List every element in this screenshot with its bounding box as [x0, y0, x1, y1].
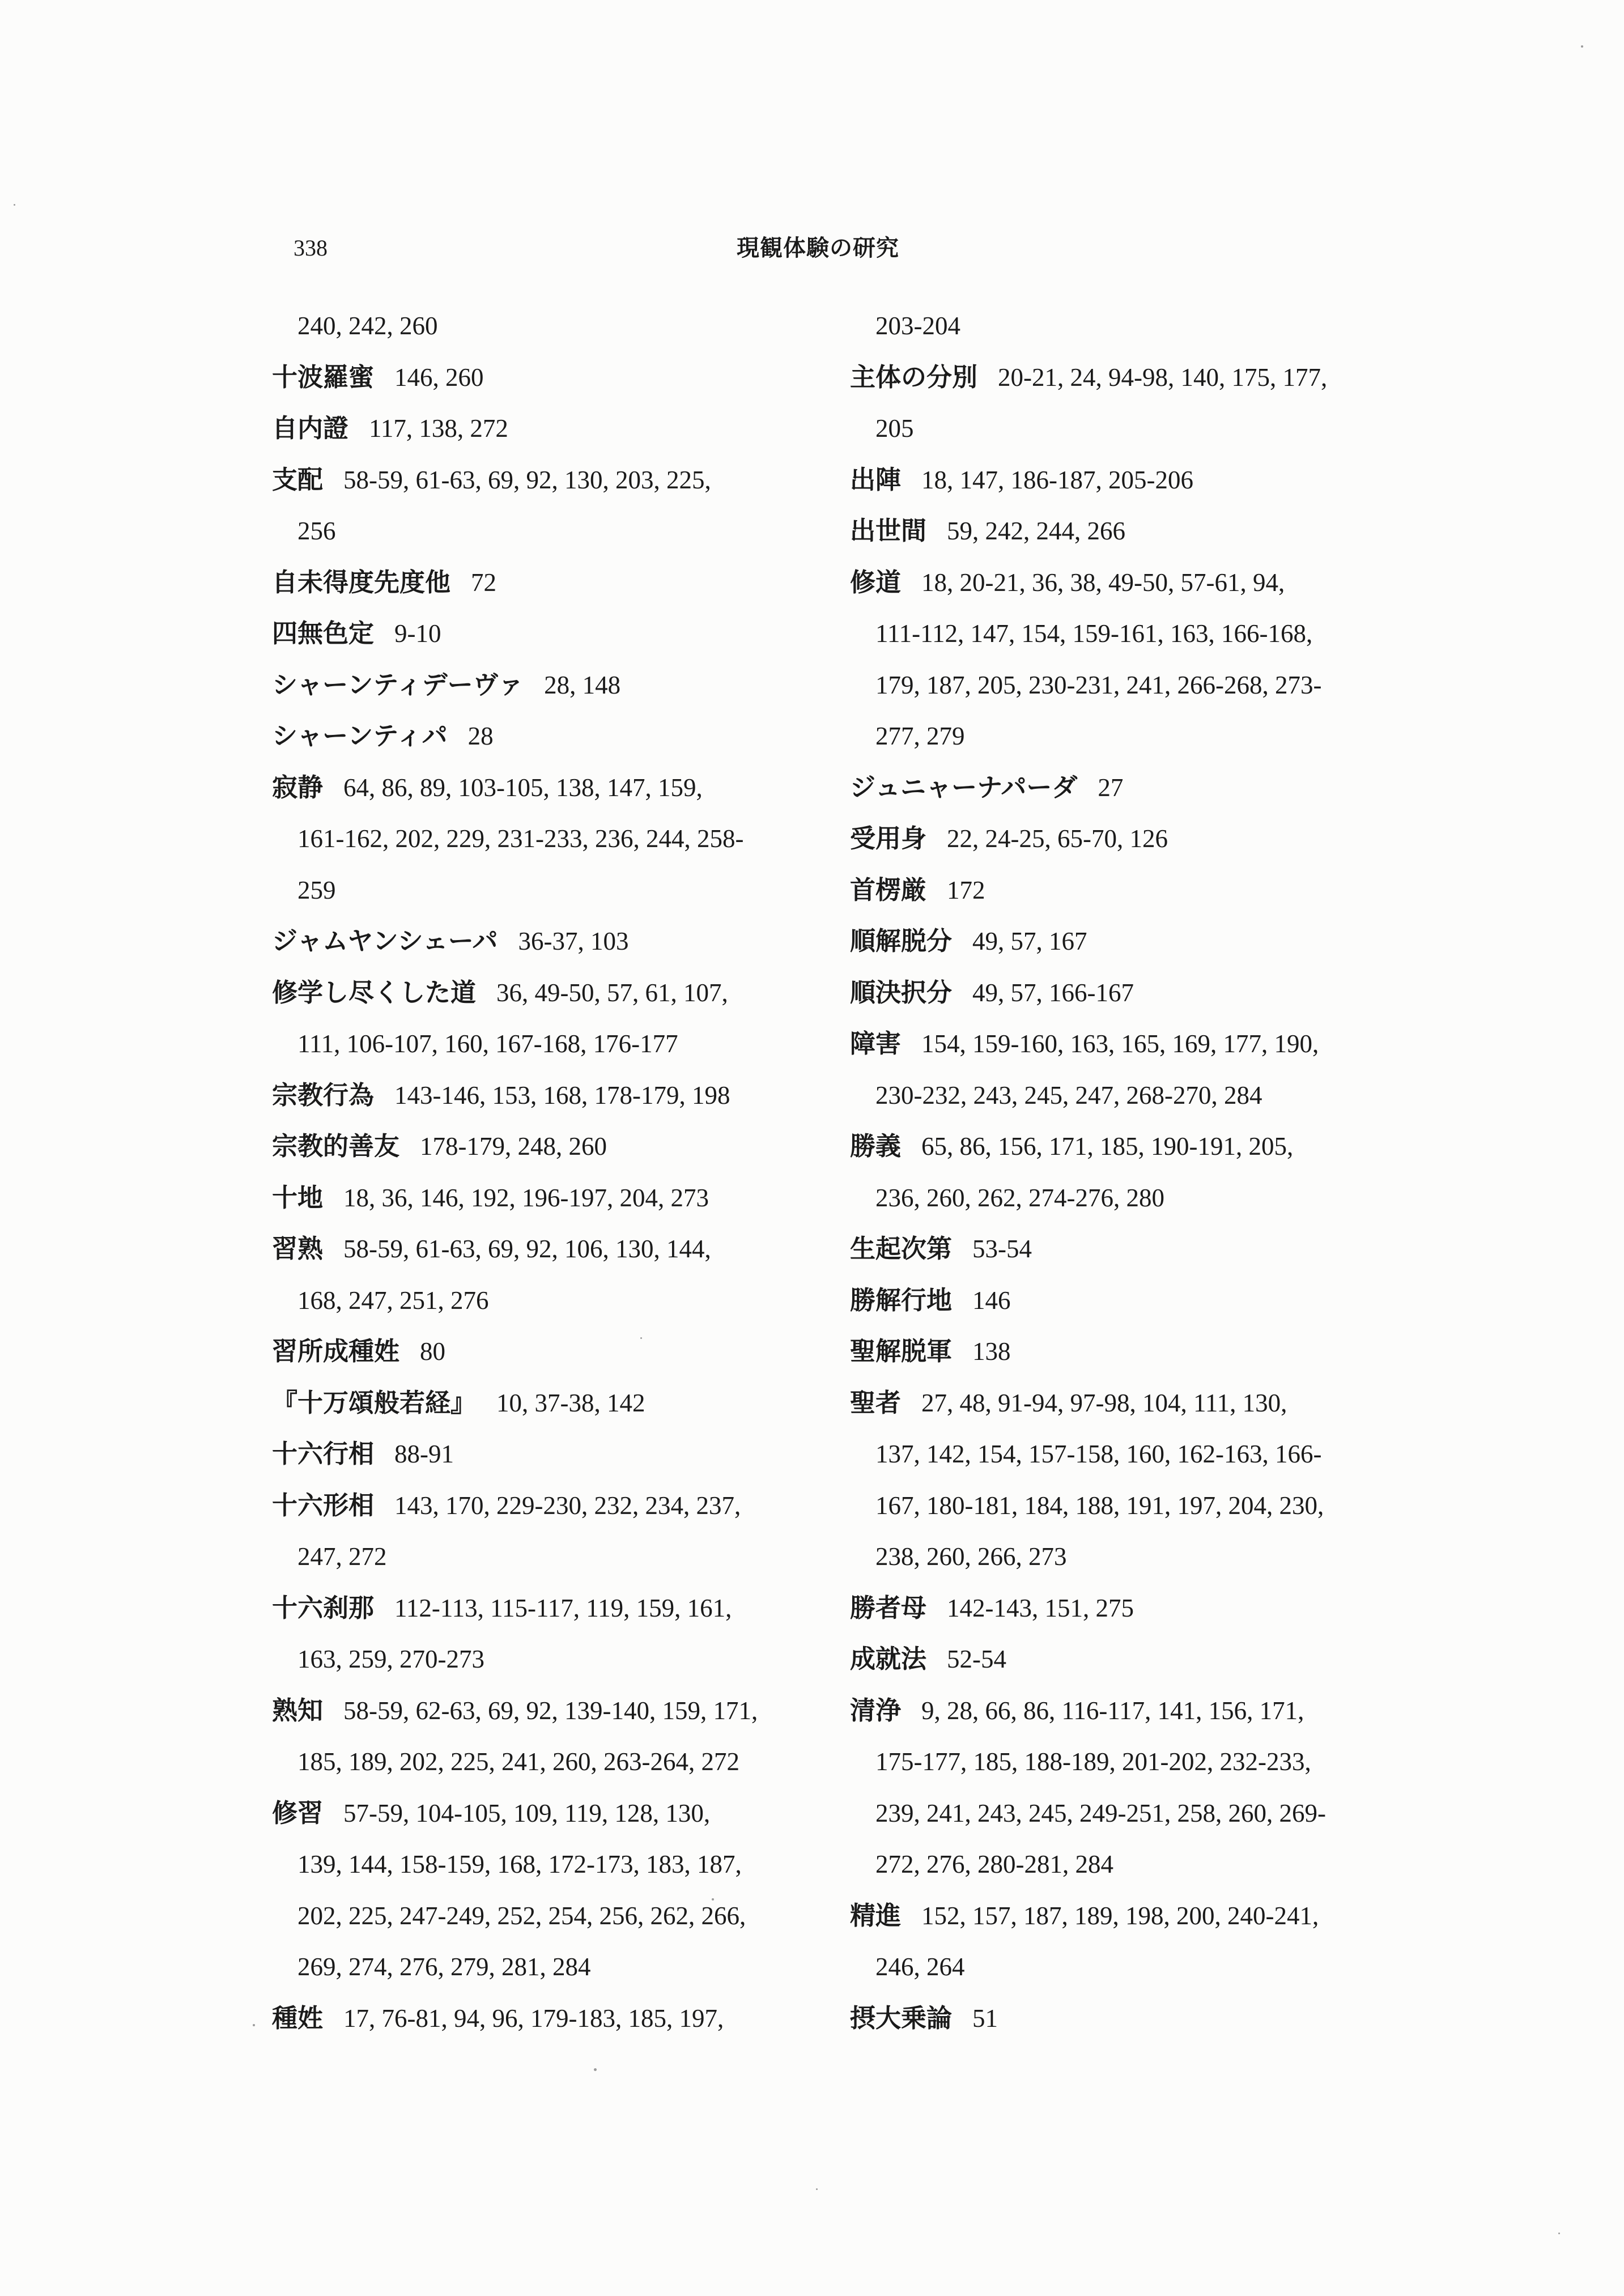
- index-entry: [272, 1583, 839, 1634]
- index-page-refs: 163, 259, 270-273: [297, 1645, 484, 1673]
- index-entry: [850, 762, 1417, 814]
- index-page-refs: 246, 264: [875, 1953, 965, 1981]
- index-page-refs: 238, 260, 266, 273: [875, 1542, 1067, 1571]
- index-entry: [850, 1275, 1417, 1326]
- index-term: 支配: [272, 464, 324, 495]
- index-entry: [272, 352, 839, 403]
- index-continuation-line: [850, 1941, 1417, 1993]
- index-page-refs: 239, 241, 243, 245, 249-251, 258, 260, 269-: [875, 1798, 1326, 1827]
- index-page-refs: 269, 274, 276, 279, 281, 284: [297, 1953, 591, 1981]
- index-continuation-line: [272, 1275, 839, 1326]
- index-page-refs: 154, 159-160, 163, 165, 169, 177, 190,: [921, 1030, 1319, 1058]
- index-term: シャーンティデーヴァ: [272, 669, 524, 700]
- index-entry: [850, 505, 1417, 557]
- index-page-refs: 57-59, 104-105, 109, 119, 128, 130,: [343, 1798, 711, 1827]
- index-entry: [272, 557, 839, 609]
- index-term: ジャムヤンシェーパ: [272, 926, 498, 956]
- scan-speck: [816, 2188, 818, 2190]
- index-entry: [850, 1890, 1417, 1942]
- index-term: 習所成種姓: [272, 1336, 400, 1366]
- index-page-refs: 152, 157, 187, 189, 198, 200, 240-241,: [921, 1901, 1319, 1930]
- index-continuation-line: [850, 1839, 1417, 1890]
- index-entry: [850, 1634, 1417, 1685]
- index-page-refs: 36, 49-50, 57, 61, 107,: [496, 978, 728, 1007]
- index-page-refs: 28, 148: [544, 670, 621, 699]
- index-entry: [272, 1070, 839, 1121]
- scan-speck: [1581, 45, 1583, 48]
- index-continuation-line: [272, 1018, 839, 1070]
- index-term: 修習: [272, 1797, 324, 1828]
- index-term: 十六刹那: [272, 1592, 375, 1623]
- index-page-refs: 230-232, 243, 245, 247, 268-270, 284: [875, 1081, 1262, 1109]
- index-continuation-line: [272, 300, 839, 352]
- index-page-refs: 49, 57, 166-167: [972, 978, 1134, 1007]
- index-entry: [272, 711, 839, 762]
- index-page-refs: 256: [297, 517, 336, 545]
- index-page-refs: 146, 260: [394, 363, 484, 392]
- index-entry: [272, 1223, 839, 1275]
- scan-speck: [253, 2024, 255, 2026]
- index-page-refs: 59, 242, 244, 266: [947, 517, 1126, 545]
- index-page-refs: 10, 37-38, 142: [496, 1388, 645, 1417]
- index-page-refs: 18, 147, 186-187, 205-206: [921, 465, 1193, 494]
- index-entry: [272, 967, 839, 1019]
- index-page-refs: 18, 20-21, 36, 38, 49-50, 57-61, 94,: [921, 568, 1285, 597]
- index-continuation-line: [272, 505, 839, 557]
- index-page-refs: 27, 48, 91-94, 97-98, 104, 111, 130,: [921, 1388, 1287, 1417]
- index-page-refs: 111-112, 147, 154, 159-161, 163, 166-168,: [875, 619, 1313, 648]
- page-number: 338: [294, 235, 328, 261]
- index-entry: [850, 1326, 1417, 1377]
- index-entry: [850, 865, 1417, 916]
- index-term: 勝義: [850, 1131, 902, 1161]
- index-page-refs: 112-113, 115-117, 119, 159, 161,: [394, 1593, 732, 1622]
- index-page-refs: 27: [1098, 773, 1124, 802]
- index-entry: [272, 403, 839, 454]
- index-page-refs: 52-54: [947, 1645, 1007, 1673]
- index-page-refs: 202, 225, 247-249, 252, 254, 256, 262, 266,: [297, 1901, 746, 1930]
- index-term: 修学し尽くした道: [272, 977, 477, 1007]
- index-term: 四無色定: [272, 618, 375, 648]
- index-page-refs: 17, 76-81, 94, 96, 179-183, 185, 197,: [343, 2004, 724, 2033]
- index-page-refs: 185, 189, 202, 225, 241, 260, 263-264, 272: [297, 1747, 739, 1776]
- index-continuation-line: [850, 1428, 1417, 1480]
- index-continuation-line: [850, 1480, 1417, 1532]
- index-page-refs: 20-21, 24, 94-98, 140, 175, 177,: [998, 363, 1328, 392]
- index-term: 宗教行為: [272, 1079, 375, 1110]
- index-entry: [850, 557, 1417, 609]
- scan-speck: [14, 204, 15, 206]
- index-entry: [272, 1172, 839, 1224]
- index-term: 種姓: [272, 2002, 324, 2033]
- index-column-left: [272, 300, 839, 2044]
- index-page-refs: 175-177, 185, 188-189, 201-202, 232-233,: [875, 1747, 1311, 1776]
- index-page-refs: 9-10: [394, 619, 441, 648]
- index-entry: [272, 762, 839, 814]
- index-entry: [850, 1121, 1417, 1172]
- index-page-refs: 88-91: [394, 1440, 454, 1468]
- index-term: 精進: [850, 1900, 902, 1931]
- index-entry: [850, 1223, 1417, 1275]
- index-page-refs: 161-162, 202, 229, 231-233, 236, 244, 258-: [297, 824, 744, 853]
- index-entry: [850, 1018, 1417, 1070]
- index-page-refs: 65, 86, 156, 171, 185, 190-191, 205,: [921, 1132, 1294, 1160]
- index-continuation-line: [850, 1736, 1417, 1788]
- index-term: シャーンティパ: [272, 721, 448, 751]
- index-page-refs: 142-143, 151, 275: [947, 1593, 1134, 1622]
- index-term: 出陣: [850, 464, 902, 495]
- index-continuation-line: [272, 813, 839, 865]
- index-term: 十波羅蜜: [272, 362, 375, 392]
- index-term: 受用身: [850, 823, 927, 853]
- index-entry: [850, 1685, 1417, 1737]
- index-entry: [272, 1121, 839, 1172]
- index-continuation-line: [850, 660, 1417, 711]
- index-entry: [272, 608, 839, 660]
- index-term: 順解脱分: [850, 926, 953, 956]
- index-term: 自内證: [272, 413, 349, 443]
- index-entry: [272, 660, 839, 711]
- index-term: 障害: [850, 1028, 902, 1058]
- index-page-refs: 205: [875, 414, 914, 443]
- index-page-refs: 247, 272: [297, 1542, 387, 1571]
- index-entry: [272, 1326, 839, 1377]
- index-entry: [272, 1788, 839, 1839]
- index-term: 『十万頌般若経』: [272, 1387, 477, 1418]
- index-term: 聖解脱軍: [850, 1336, 953, 1366]
- index-term: 聖者: [850, 1387, 902, 1418]
- index-term: 勝者母: [850, 1592, 927, 1623]
- index-entry: [850, 916, 1417, 967]
- index-entry: [850, 1377, 1417, 1429]
- index-continuation-line: [850, 1172, 1417, 1224]
- index-page-refs: 18, 36, 146, 192, 196-197, 204, 273: [343, 1183, 709, 1212]
- scan-speck: [1558, 2233, 1560, 2234]
- index-page-refs: 80: [420, 1337, 446, 1366]
- index-entry: [272, 1993, 839, 2044]
- index-entry: [272, 1480, 839, 1532]
- index-entry: [272, 1428, 839, 1480]
- index-term: 首楞厳: [850, 874, 927, 905]
- index-entry: [850, 1993, 1417, 2044]
- index-continuation-line: [272, 1634, 839, 1685]
- index-page-refs: 28: [467, 722, 494, 750]
- index-page-refs: 137, 142, 154, 157-158, 160, 162-163, 166-: [875, 1440, 1322, 1468]
- index-entry: [850, 352, 1417, 403]
- index-page-refs: 58-59, 61-63, 69, 92, 106, 130, 144,: [343, 1235, 711, 1263]
- index-page-refs: 277, 279: [875, 722, 965, 750]
- index-term: 自未得度先度他: [272, 567, 451, 597]
- index-continuation-line: [272, 1839, 839, 1890]
- index-term: 成就法: [850, 1644, 927, 1674]
- index-continuation-line: [272, 1531, 839, 1583]
- index-page-refs: 64, 86, 89, 103-105, 138, 147, 159,: [343, 773, 703, 802]
- index-page-refs: 167, 180-181, 184, 188, 191, 197, 204, 230,: [875, 1491, 1324, 1520]
- index-entry: [850, 454, 1417, 506]
- index-term: 順決択分: [850, 977, 953, 1007]
- index-page-refs: 172: [947, 875, 985, 904]
- index-page-refs: 139, 144, 158-159, 168, 172-173, 183, 187,: [297, 1850, 742, 1878]
- running-title: 現観体験の研究: [737, 235, 899, 261]
- index-continuation-line: [850, 711, 1417, 762]
- index-continuation-line: [850, 1070, 1417, 1121]
- index-term: 習熟: [272, 1234, 324, 1264]
- index-continuation-line: [850, 1788, 1417, 1839]
- index-entry: [272, 1377, 839, 1429]
- index-term: 寂静: [272, 772, 324, 802]
- index-entry: [272, 1685, 839, 1737]
- index-page-refs: 49, 57, 167: [972, 927, 1087, 955]
- index-term: 清浄: [850, 1695, 902, 1725]
- index-page-refs: 240, 242, 260: [297, 312, 438, 340]
- index-page-refs: 58-59, 61-63, 69, 92, 130, 203, 225,: [343, 465, 711, 494]
- index-term: 摂大乗論: [850, 2002, 953, 2033]
- index-entry: [272, 454, 839, 506]
- index-term: 熟知: [272, 1695, 324, 1725]
- index-page-refs: 143-146, 153, 168, 178-179, 198: [394, 1081, 730, 1109]
- index-page-refs: 117, 138, 272: [369, 414, 508, 443]
- index-entry: [850, 967, 1417, 1019]
- index-page-refs: 138: [972, 1337, 1011, 1366]
- index-continuation-line: [850, 403, 1417, 454]
- index-term: 宗教的善友: [272, 1131, 400, 1161]
- index-page-refs: 72: [471, 568, 497, 597]
- index-entry: [850, 1583, 1417, 1634]
- index-term: 出世間: [850, 516, 927, 546]
- index-page-refs: 259: [297, 875, 336, 904]
- index-entry: [850, 813, 1417, 865]
- index-column-right: [850, 300, 1417, 2044]
- index-continuation-line: [272, 1736, 839, 1788]
- index-term: ジュニャーナパーダ: [850, 772, 1078, 802]
- index-page-refs: 178-179, 248, 260: [420, 1132, 607, 1160]
- index-term: 十地: [272, 1182, 324, 1213]
- index-term: 主体の分別: [850, 362, 978, 392]
- index-continuation-line: [850, 300, 1417, 352]
- index-page-refs: 179, 187, 205, 230-231, 241, 266-268, 273-: [875, 670, 1322, 699]
- index-term: 修道: [850, 567, 902, 597]
- index-page-refs: 36-37, 103: [518, 927, 629, 955]
- index-continuation-line: [850, 1531, 1417, 1583]
- index-page-refs: 203-204: [875, 312, 960, 340]
- index-continuation-line: [272, 1941, 839, 1993]
- index-page-refs: 168, 247, 251, 276: [297, 1286, 489, 1315]
- index-page-refs: 272, 276, 280-281, 284: [875, 1850, 1113, 1878]
- index-page-refs: 146: [972, 1286, 1011, 1315]
- index-page-refs: 53-54: [972, 1235, 1032, 1263]
- index-page-refs: 111, 106-107, 160, 167-168, 176-177: [297, 1030, 678, 1058]
- index-continuation-line: [272, 865, 839, 916]
- scan-speck: [594, 2068, 597, 2071]
- index-page-refs: 143, 170, 229-230, 232, 234, 237,: [394, 1491, 741, 1520]
- index-page-refs: 51: [972, 2004, 998, 2033]
- index-term: 生起次第: [850, 1234, 953, 1264]
- index-page-refs: 236, 260, 262, 274-276, 280: [875, 1183, 1164, 1212]
- scan-speck: [712, 1898, 714, 1900]
- index-term: 十六行相: [272, 1439, 375, 1469]
- index-continuation-line: [850, 608, 1417, 660]
- index-term: 十六形相: [272, 1490, 375, 1520]
- index-term: 勝解行地: [850, 1285, 953, 1315]
- index-page-refs: 58-59, 62-63, 69, 92, 139-140, 159, 171,: [343, 1696, 758, 1725]
- scan-speck: [640, 1337, 642, 1339]
- index-page-refs: 9, 28, 66, 86, 116-117, 141, 156, 171,: [921, 1696, 1304, 1725]
- index-continuation-line: [272, 1890, 839, 1942]
- index-page-refs: 22, 24-25, 65-70, 126: [947, 824, 1168, 853]
- index-entry: [272, 916, 839, 967]
